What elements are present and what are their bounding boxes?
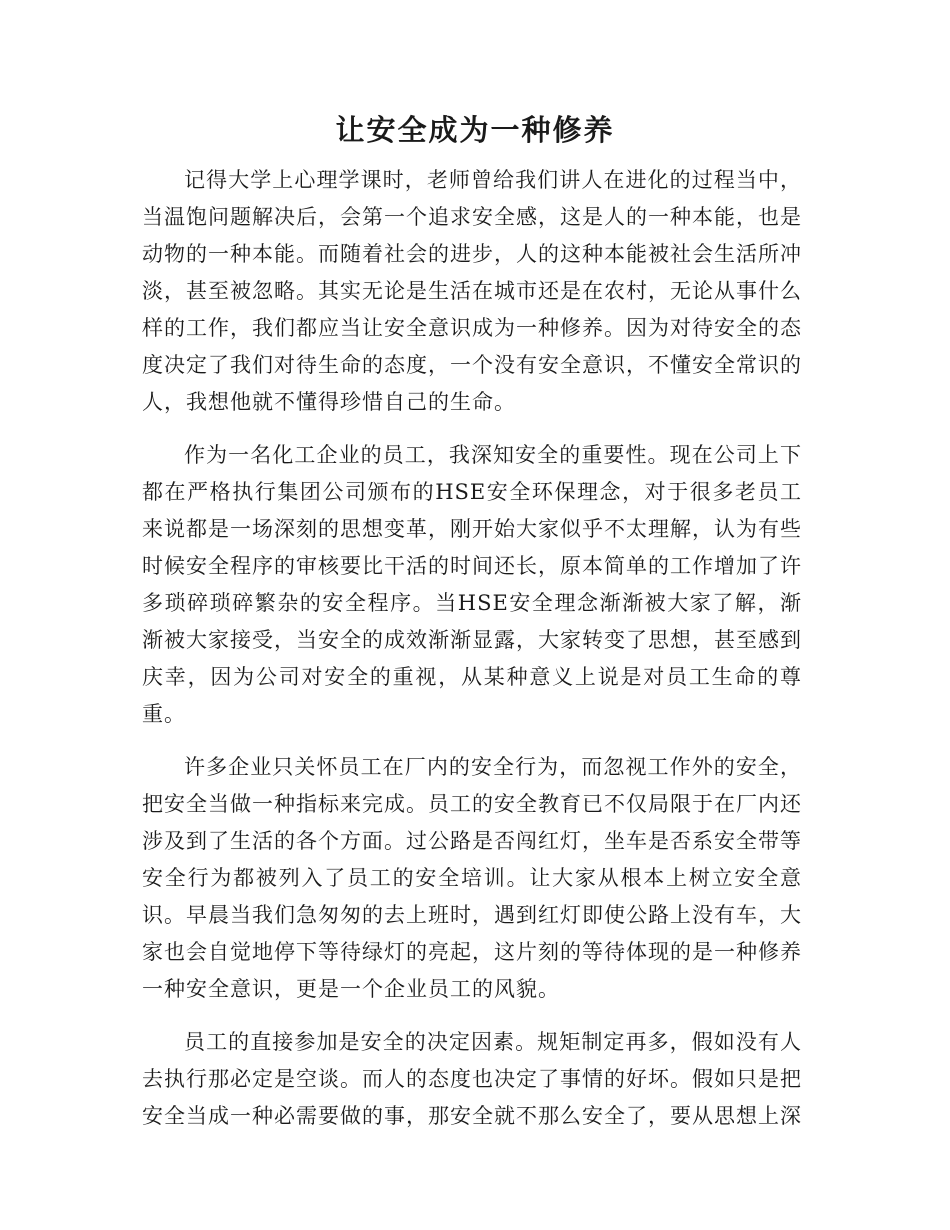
- paragraph-4: 员工的直接参加是安全的决定因素。规矩制定再多，假如没有人去执行那必定是空谈。而人的态度也决定了事情的好坏。假如只是把安全当成一种必需要做的事，那安全就不那么安全了，要从思想上深: [142, 1030, 802, 1128]
- document-title: 让安全成为一种修养: [335, 113, 615, 147]
- paragraph-1: 记得大学上心理学课时，老师曾给我们讲人在进化的过程当中，当温饱问题解决后，会第一个追求安全感，这是人的一种本能，也是动物的一种本能。而随着社会的进步，人的这种本能被社会生活所冲淡，甚至被忽略。其实无论是生活在城市还是在农村，无论从事什么样的工作，我们都应当让安全意识成为一种修养。因为对待安全的态度决定了我们对待生命的态度，一个没有安全意识，不懂安全常识的人，我想他就不懂得珍惜自己的生命。: [142, 168, 802, 414]
- paragraph-2: 作为一名化工企业的员工，我深知安全的重要性。现在公司上下都在严格执行集团公司颁布的HSE安全环保理念，对于很多老员工来说都是一场深刻的思想变革，刚开始大家似乎不太理解，认为有些时候安全程序的审核要比干活的时间还长，原本简单的工作增加了许多琐碎琐碎繁杂的安全程序。当HSE安全理念渐渐被大家了解，渐渐被大家接受，当安全的成效渐渐显露，大家转变了思想，甚至感到庆幸，因为公司对安全的重视，从某种意义上说是对员工生命的尊重。: [142, 443, 802, 726]
- paragraph-3: 许多企业只关怀员工在厂内的安全行为，而忽视工作外的安全，把安全当做一种指标来完成。员工的安全教育已不仅局限于在厂内还涉及到了生活的各个方面。过公路是否闯红灯，坐车是否系安全带等安全行为都被列入了员工的安全培训。让大家从根本上树立安全意识。早晨当我们急匆匆的去上班时，遇到红灯即使公路上没有车，大家也会自觉地停下等待绿灯的亮起，这片刻的等待体现的是一种修养一种安全意识，更是一个企业员工的风貌。: [142, 755, 802, 1001]
- document-body: [142, 162, 802, 1151]
